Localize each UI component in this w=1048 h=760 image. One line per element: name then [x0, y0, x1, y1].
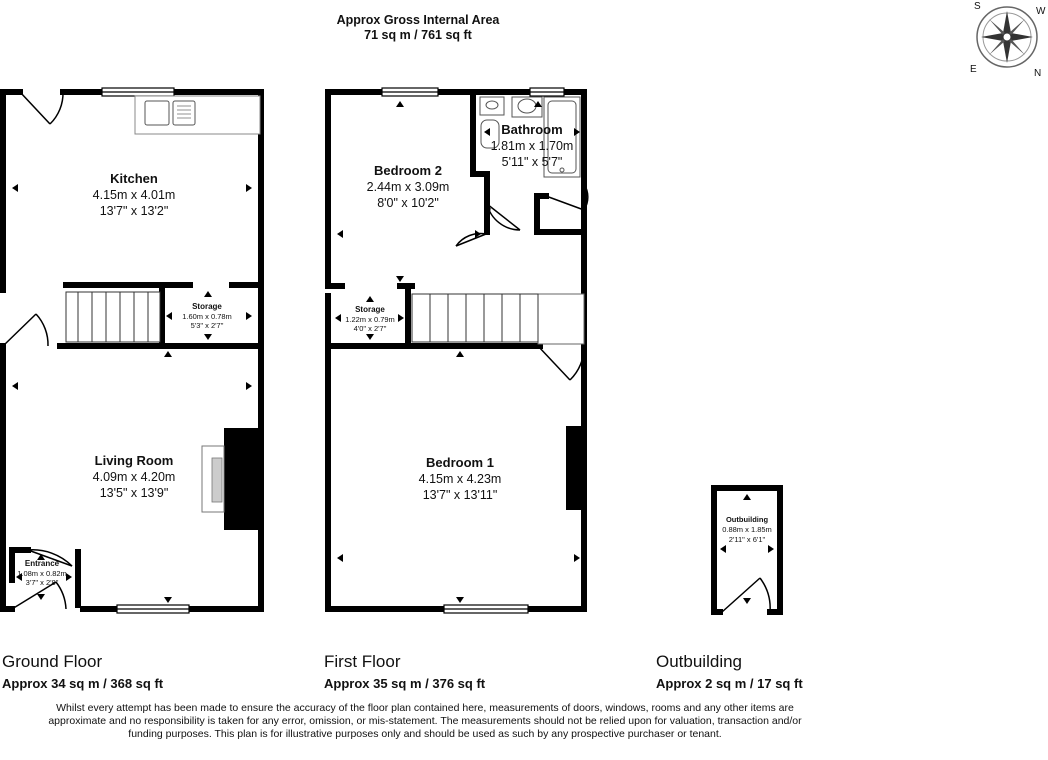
compass-letter-e: E: [970, 64, 977, 75]
ground-floor-name: Ground Floor: [2, 652, 103, 671]
gross-area-total: 71 sq m / 761 sq ft: [364, 28, 472, 42]
storage-ff-name: Storage: [355, 305, 385, 314]
kitchen-imperial: 13'7" x 13'2": [99, 204, 169, 218]
kitchen-name: Kitchen: [110, 171, 158, 186]
compass-rose-icon: [970, 1, 1046, 79]
bedroom1-metric: 4.15m x 4.23m: [418, 472, 502, 486]
living-room-metric: 4.09m x 4.20m: [92, 470, 176, 484]
storage-gf-name: Storage: [192, 302, 222, 311]
ground-floor-area: Approx 34 sq m / 368 sq ft: [2, 676, 164, 691]
bedroom1-name: Bedroom 1: [426, 455, 494, 470]
bedroom1-imperial: 13'7" x 13'11": [422, 488, 498, 502]
living-room-name: Living Room: [94, 453, 174, 468]
first-floor-area: Approx 35 sq m / 376 sq ft: [324, 676, 486, 691]
outbuilding-room-imperial: 2'11" x 6'1": [728, 535, 766, 544]
compass-letter-w: W: [1036, 6, 1046, 17]
compass-letter-s: S: [974, 1, 981, 12]
storage-gf-metric: 1.60m x 0.78m: [182, 312, 232, 321]
living-room-imperial: 13'5" x 13'9": [99, 486, 169, 500]
bedroom2-metric: 2.44m x 3.09m: [366, 180, 450, 194]
storage-ff-imperial: 4'0" x 2'7": [353, 324, 387, 333]
bathroom-imperial: 5'11" x 5'7": [501, 155, 563, 169]
entrance-metric: 1.08m x 0.82m: [17, 569, 67, 578]
entrance-name: Entrance: [24, 559, 60, 568]
first-floor-plan: [328, 88, 588, 613]
bathroom-metric: 1.81m x 1.70m: [490, 139, 574, 153]
storage-ff-metric: 1.22m x 0.79m: [345, 315, 395, 324]
bathroom-name: Bathroom: [501, 122, 563, 137]
outbuilding-plan: [714, 488, 780, 612]
outbuilding-floor-area: Approx 2 sq m / 17 sq ft: [656, 676, 803, 691]
outbuilding-floor-name: Outbuilding: [656, 652, 743, 671]
first-floor-name: First Floor: [324, 652, 401, 671]
kitchen-metric: 4.15m x 4.01m: [92, 188, 176, 202]
bedroom2-imperial: 8'0" x 10'2": [377, 196, 439, 210]
bedroom2-name: Bedroom 2: [374, 163, 442, 178]
chimney-breast-bedroom1: [566, 426, 584, 510]
chimney-breast: [224, 428, 258, 530]
outbuilding-room-metric: 0.88m x 1.85m: [722, 525, 772, 534]
disclaimer-text: Whilst every attempt has been made to ensure the accuracy of the floor plan contained here, measurements of doors, windows, rooms and any other items are approximate and no responsibility is taken for any error, omission, or mis-statement. The measurements should not be relied upon for valuation, transaction and/or funding purposes. This plan is for illustrative purposes only and should be used as such by any prospective purchaser or tenant.: [48, 702, 802, 740]
entrance-imperial: 3'7" x 2'8": [25, 578, 59, 587]
storage-gf-imperial: 5'3" x 2'7": [190, 321, 224, 330]
ground-floor-plan: [3, 88, 261, 613]
gross-area-title: Approx Gross Internal Area: [336, 13, 500, 27]
compass-letter-n: N: [1034, 68, 1042, 79]
outbuilding-room-name: Outbuilding: [725, 515, 769, 524]
